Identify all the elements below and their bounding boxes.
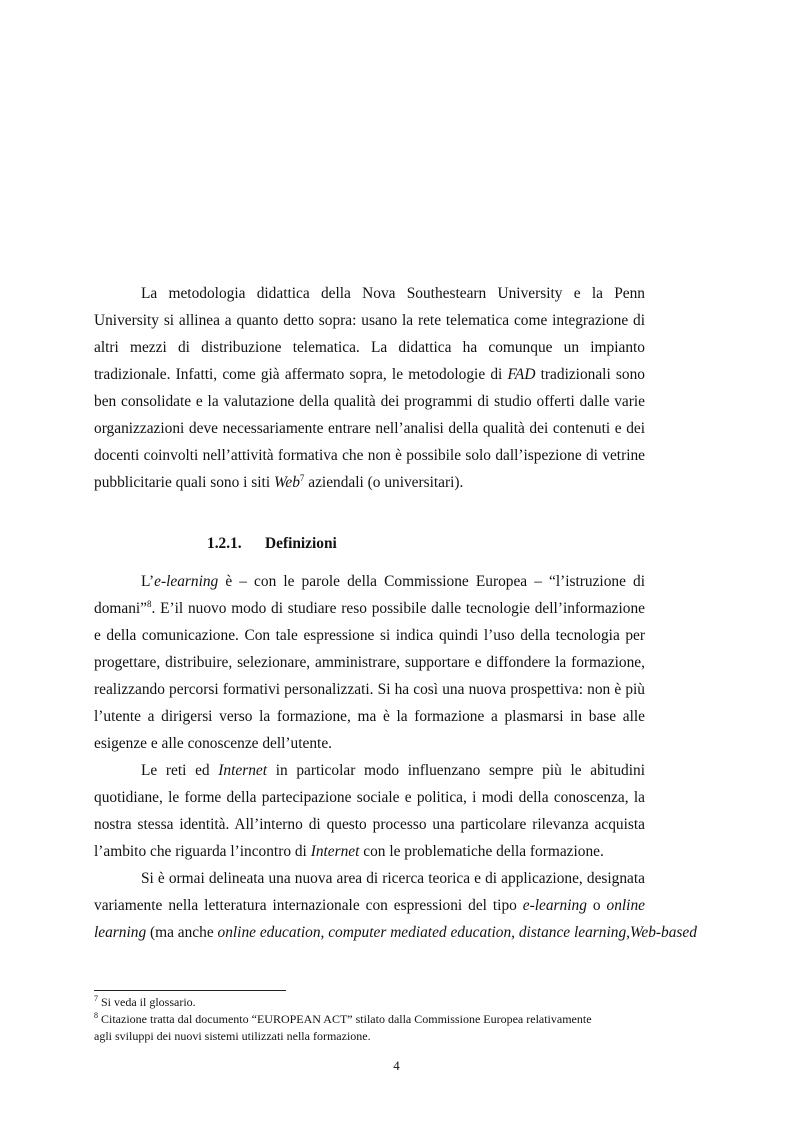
- text-line: Le reti ed Internet in particolar modo influenzano sempre più le abitudini: [141, 762, 645, 779]
- text-line: l’utente a dirigersi verso la formazione, ma è la formazione a plasmarsi in base alle: [94, 708, 645, 725]
- e-learning-term: e-learning: [522, 897, 587, 914]
- paragraph-research-area: [94, 865, 697, 946]
- text-line: learning (ma anche online education, computer mediated education, distance learning,Web-based: [94, 924, 697, 941]
- text-line: University si allinea a quanto detto sopra: usano la rete telematica come integrazione di: [94, 312, 645, 329]
- text-line: variamente nella letteratura internazionale con espressioni del tipo e-learning o online: [94, 897, 645, 914]
- internet-term: Internet: [218, 762, 268, 779]
- paragraph-internet: [94, 757, 645, 865]
- paragraph-nova-southeastern: [94, 280, 645, 496]
- text-line: altri mezzi di distribuzione telematica. La didattica ha comunque un impianto: [94, 339, 645, 356]
- internet-term: Internet: [310, 843, 360, 860]
- text-line: nostra stessa identità. All’interno di questo processo una particolare rilevanza acquista: [94, 816, 645, 833]
- terms-list: online education, computer mediated education, distance learning,Web-based: [217, 924, 697, 941]
- text-line: Si è ormai delineata una nuova area di ricerca teorica e di applicazione, designata: [141, 870, 645, 887]
- footnote-ref-8: 8: [147, 599, 152, 609]
- text-line: realizzando percorsi formativi personalizzati. Si ha così una nuova prospettiva: non è più: [94, 681, 645, 698]
- text-line: esigenze e alle conoscenze dell’utente.: [94, 735, 332, 752]
- text-line: L’e-learning è – con le parole della Commissione Europea – “l’istruzione di: [141, 573, 645, 590]
- text-line: organizzazioni deve necessariamente entrare nell’analisi della qualità dei contenuti e dei: [94, 420, 645, 437]
- text-line: domani”$^8$. E’il nuovo modo di studiare reso possibile dalle tecnologie dell’informazione: [94, 599, 645, 617]
- text-line: quotidiane, le forme della partecipazione sociale e politica, i modi della conoscenza, la: [94, 789, 645, 806]
- web-term: Web: [273, 474, 300, 491]
- text-line: pubblicitarie quali sono i siti Web$^7$ aziendali (o universitari).: [94, 473, 464, 491]
- learning-term: learning: [94, 924, 147, 941]
- footnote-separator: [94, 990, 286, 991]
- footnote-8-continuation: agli sviluppi dei nuovi sistemi utilizzati nella formazione.: [94, 1029, 371, 1043]
- footnote-8: $^8$ Citazione tratta dal documento “EUROPEAN ACT” stilato dalla Commissione Europea relativamente: [94, 1011, 592, 1026]
- page-number: 4: [393, 1058, 400, 1073]
- section-number: 1.2.1.: [207, 535, 242, 552]
- section-heading: [207, 535, 337, 553]
- text-line: tradizionale. Infatti, come già affermato sopra, le metodologie di FAD tradizionali sono: [94, 366, 645, 383]
- text-line: La metodologia didattica della Nova Southestearn University e la Penn: [141, 285, 645, 302]
- footnote-7: $^7$ Si veda il glossario.: [94, 994, 196, 1009]
- text-line: progettare, distribuire, selezionare, amministrare, supportare e diffondere la formazione,: [94, 654, 645, 671]
- paragraph-e-learning-definition: [94, 568, 645, 757]
- fad-term: FAD: [507, 366, 536, 383]
- e-learning-term: e-learning: [154, 573, 219, 590]
- text-line: e della comunicazione. Con tale espressione si indica quindi l’uso della tecnologia per: [94, 627, 645, 644]
- text-line: ben consolidate e la valutazione della qualità dei programmi di studio offerti dalle varie: [94, 393, 645, 410]
- text-line: docenti coinvolti nell’attività formativa che non è possibile solo dall’ispezione di vetrine: [94, 447, 645, 464]
- footnote-ref-7: 7: [299, 473, 305, 483]
- online-term: online: [606, 897, 645, 914]
- footnotes: [94, 994, 645, 1045]
- section-title: Definizioni: [265, 535, 337, 552]
- text-line: l’ambito che riguarda l’incontro di Internet con le problematiche della formazione.: [94, 843, 604, 860]
